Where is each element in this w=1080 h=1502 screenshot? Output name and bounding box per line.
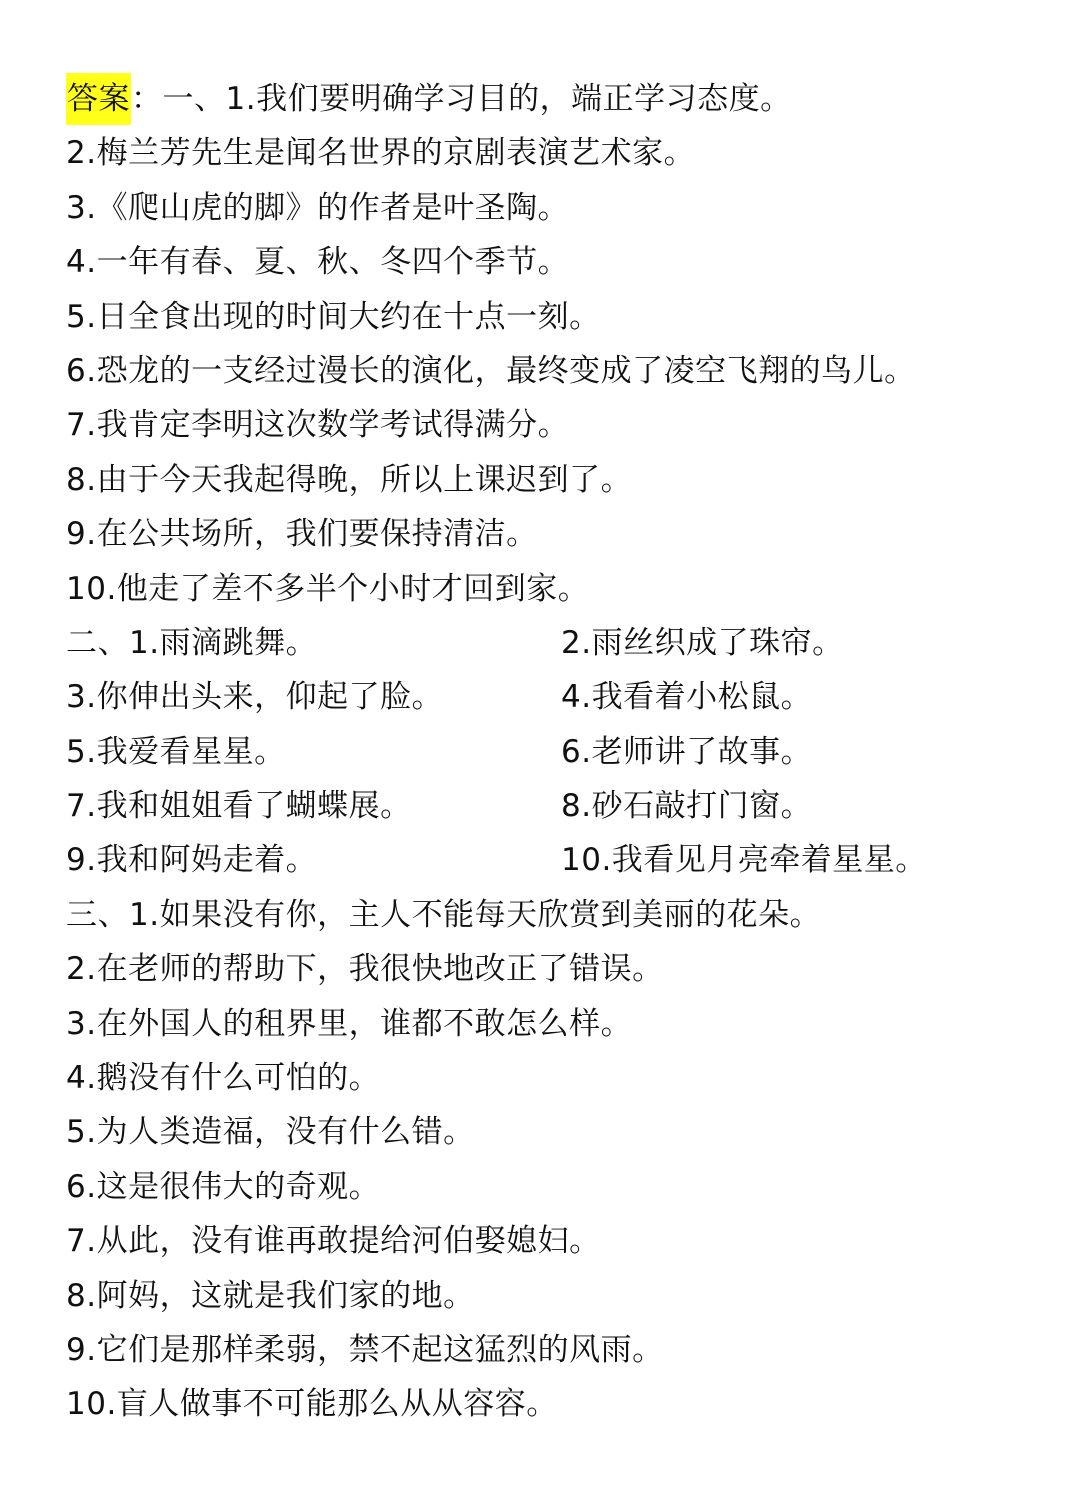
section1-line-8: 8.由于今天我起得晚，所以上课迟到了。 bbox=[66, 461, 633, 498]
section1-line-10: 10.他走了差不多半个小时才回到家。 bbox=[66, 570, 590, 607]
section3-line-6: 6.这是很伟大的奇观。 bbox=[66, 1168, 381, 1205]
section3-line-1: 三、1.如果没有你，主人不能每天欣赏到美丽的花朵。 bbox=[66, 896, 822, 933]
section2-item-3: 3.你伸出头来，仰起了脸。 bbox=[66, 679, 444, 716]
section3-line-4: 4.鹅没有什么可怕的。 bbox=[66, 1060, 381, 1097]
section2-item-7: 7.我和姐姐看了蝴蝶展。 bbox=[66, 788, 412, 825]
section2-item-8: 8.砂石敲打门窗。 bbox=[561, 788, 813, 825]
answer-highlight-label: 答案 bbox=[66, 73, 131, 125]
section2-row-5 bbox=[66, 833, 1046, 887]
section2-item-2: 2.雨丝织成了珠帘。 bbox=[561, 624, 844, 661]
section1-line-4: 4.一年有春、夏、秋、冬四个季节。 bbox=[66, 244, 570, 281]
section2-row-2 bbox=[66, 670, 1046, 724]
section3-line-5: 5.为人类造福，没有什么错。 bbox=[66, 1114, 475, 1151]
section3-line-10: 10.盲人做事不可能那么从从容容。 bbox=[66, 1386, 558, 1423]
section1-line-9: 9.在公共场所，我们要保持清洁。 bbox=[66, 516, 538, 553]
section3-line-3: 3.在外国人的租界里，谁都不敢怎么样。 bbox=[66, 1005, 633, 1042]
section1-line-7: 7.我肯定李明这次数学考试得满分。 bbox=[66, 407, 570, 444]
section2-item-4: 4.我看着小松鼠。 bbox=[561, 679, 813, 716]
section2-item-1: 二、1.雨滴跳舞。 bbox=[66, 624, 318, 661]
section3-line-2: 2.在老师的帮助下，我很快地改正了错误。 bbox=[66, 951, 664, 988]
section2-item-10: 10.我看见月亮牵着星星。 bbox=[561, 842, 927, 879]
section2-row-3 bbox=[66, 725, 1046, 779]
section2-item-6: 6.老师讲了故事。 bbox=[561, 733, 813, 770]
section2-item-5: 5.我爱看星星。 bbox=[66, 733, 286, 770]
section2-row-4 bbox=[66, 779, 1046, 833]
section1-line-2: 2.梅兰芳先生是闻名世界的京剧表演艺术家。 bbox=[66, 135, 696, 172]
section3-line-8: 8.阿妈，这就是我们家的地。 bbox=[66, 1277, 475, 1314]
section3-line-9: 9.它们是那样柔弱，禁不起这猛烈的风雨。 bbox=[66, 1331, 664, 1368]
section1-line-6: 6.恐龙的一支经过漫长的演化，最终变成了凌空飞翔的鸟儿。 bbox=[66, 352, 916, 389]
section2-item-9: 9.我和阿妈走着。 bbox=[66, 842, 318, 879]
section2-row-1 bbox=[66, 616, 1046, 670]
section3-line-7: 7.从此，没有谁再敢提给河伯娶媳妇。 bbox=[66, 1223, 601, 1260]
section1-line-3: 3.《爬山虎的脚》的作者是叶圣陶。 bbox=[66, 189, 570, 226]
answer-document bbox=[66, 72, 1046, 1432]
section1-line-5: 5.日全食出现的时间大约在十点一刻。 bbox=[66, 298, 601, 335]
section1-line-1-text: ：一、1.我们要明确学习目的，端正学习态度。 bbox=[131, 81, 792, 117]
section1-line-1 bbox=[66, 72, 1046, 126]
